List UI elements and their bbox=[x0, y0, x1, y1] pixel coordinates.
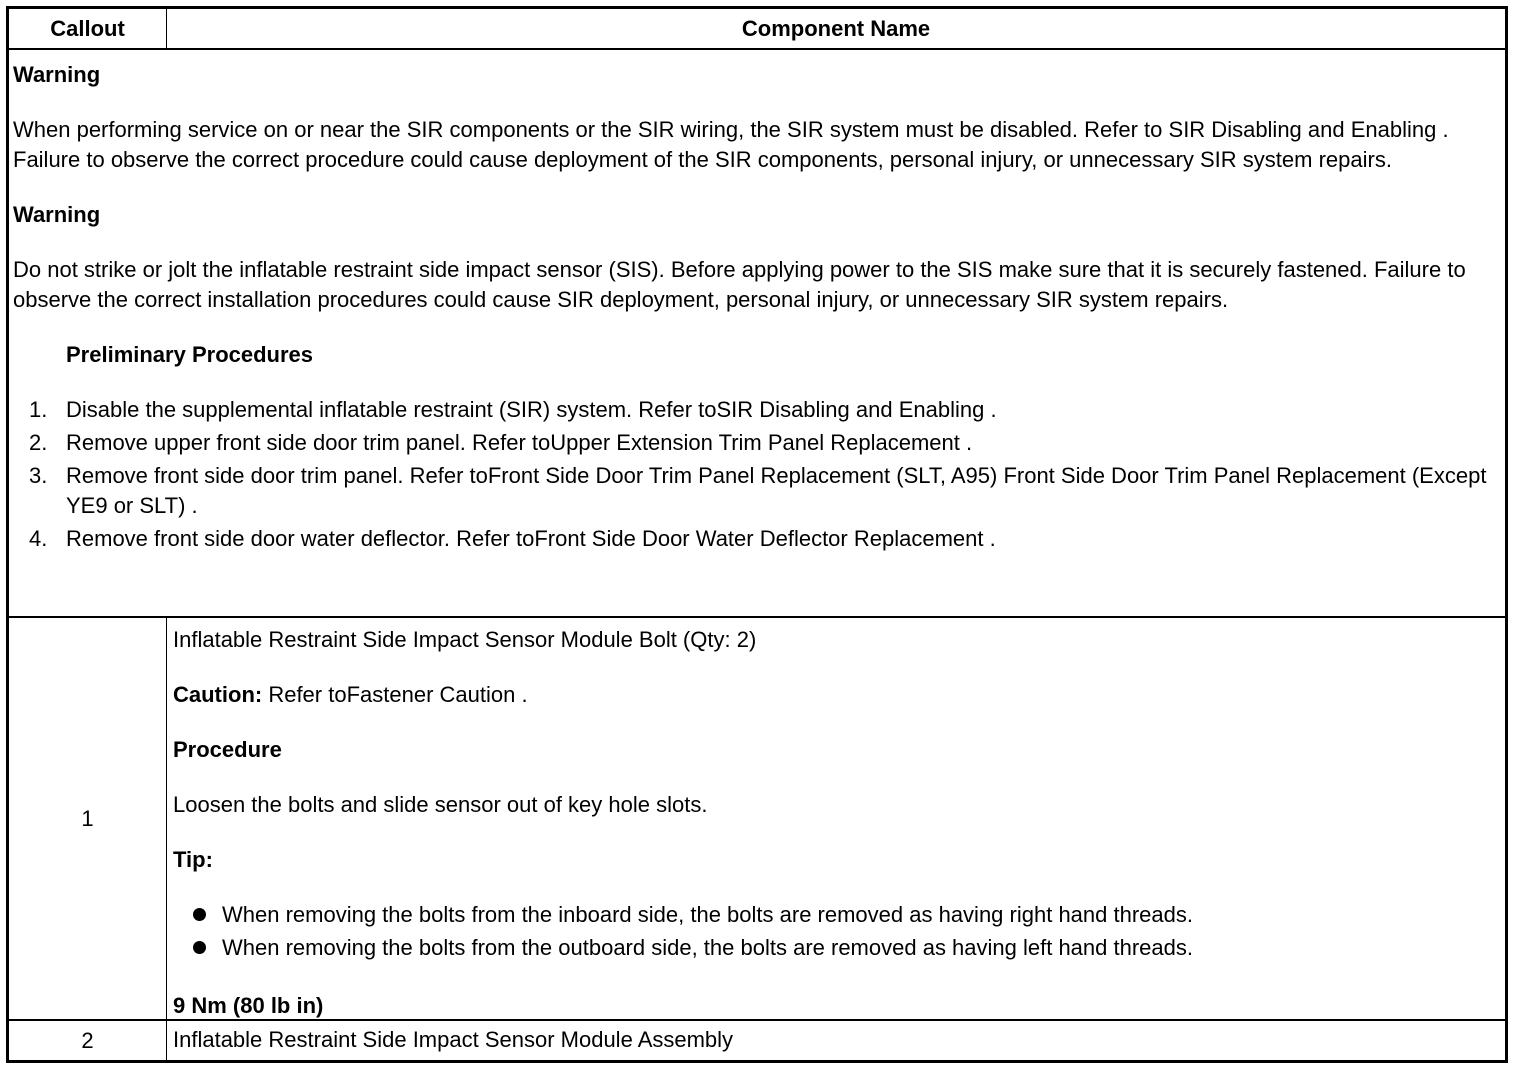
tip-text: When removing the bolts from the outboard side, the bolts are removed as having left hand threads. bbox=[222, 935, 1193, 960]
step-number: 2. bbox=[29, 430, 48, 455]
table-header-row bbox=[9, 9, 1505, 50]
tips-list bbox=[173, 900, 1495, 963]
header-component-name: Component Name bbox=[166, 9, 1505, 50]
bullet-icon bbox=[193, 908, 206, 921]
preliminary-procedures-title: Preliminary Procedures bbox=[66, 342, 314, 367]
step-text: Remove front side door trim panel. Refer toFront Side Door Trim Panel Replacement (SLT, A95) Front Side Door Trim Panel Replacement (Except YE9 or SLT) . bbox=[66, 463, 1487, 518]
caution-line bbox=[173, 680, 1495, 710]
step-text: Disable the supplemental inflatable restraint (SIR) system. Refer toSIR Disabling and Enabling . bbox=[66, 397, 997, 422]
list-item bbox=[13, 461, 1487, 521]
tip-label: Tip: bbox=[173, 847, 213, 872]
step-number: 1. bbox=[29, 397, 48, 422]
component-cell bbox=[166, 618, 1505, 1019]
procedure-text: Loosen the bolts and slide sensor out of key hole slots. bbox=[173, 792, 708, 817]
list-item bbox=[13, 395, 1487, 425]
list-item bbox=[13, 428, 1487, 458]
warning-text-2: Do not strike or jolt the inflatable restraint side impact sensor (SIS). Before applying power to the SIS make sure that it is securely fastened. Failure to observe the correct installation procedures could cause SIR deployment, personal injury, or unnecessary SIR system repairs. bbox=[13, 257, 1466, 312]
warning-text-1: When performing service on or near the SIR components or the SIR wiring, the SIR system must be disabled. Refer to SIR Disabling and Enabling . Failure to observe the correct procedure could cause deployment of the SIR components, personal injury, or unnecessary SIR system repairs. bbox=[13, 117, 1449, 172]
component-name: Inflatable Restraint Side Impact Sensor Module Assembly bbox=[173, 1027, 734, 1052]
callout-number: 2 bbox=[81, 1027, 94, 1053]
table-row bbox=[9, 1021, 1505, 1060]
caution-text: Refer toFastener Caution . bbox=[262, 682, 528, 707]
warning-title-2: Warning bbox=[13, 202, 101, 227]
caution-label: Caution: bbox=[173, 682, 263, 707]
table-row bbox=[9, 618, 1505, 1021]
step-text: Remove upper front side door trim panel. Refer toUpper Extension Trim Panel Replacement . bbox=[66, 430, 973, 455]
torque-spec: 9 Nm (80 lb in) bbox=[173, 993, 324, 1018]
step-text: Remove front side door water deflector. Refer toFront Side Door Water Deflector Replacement . bbox=[66, 526, 996, 551]
tip-text: When removing the bolts from the inboard side, the bolts are removed as having right hand threads. bbox=[222, 902, 1193, 927]
step-number: 3. bbox=[29, 463, 48, 488]
component-name: Inflatable Restraint Side Impact Sensor Module Bolt (Qty: 2) bbox=[173, 627, 757, 652]
list-item bbox=[173, 900, 1495, 930]
warning-title-1: Warning bbox=[13, 62, 101, 87]
header-callout: Callout bbox=[50, 16, 125, 41]
bullet-icon bbox=[193, 941, 206, 954]
procedure-table bbox=[6, 6, 1508, 1063]
component-cell bbox=[166, 1021, 1505, 1060]
list-item bbox=[173, 933, 1495, 963]
preliminary-steps-list bbox=[13, 395, 1487, 554]
callout-number: 1 bbox=[81, 805, 94, 831]
step-number: 4. bbox=[29, 526, 48, 551]
intro-section bbox=[9, 50, 1505, 618]
procedure-title: Procedure bbox=[173, 737, 282, 762]
list-item bbox=[13, 524, 1487, 554]
